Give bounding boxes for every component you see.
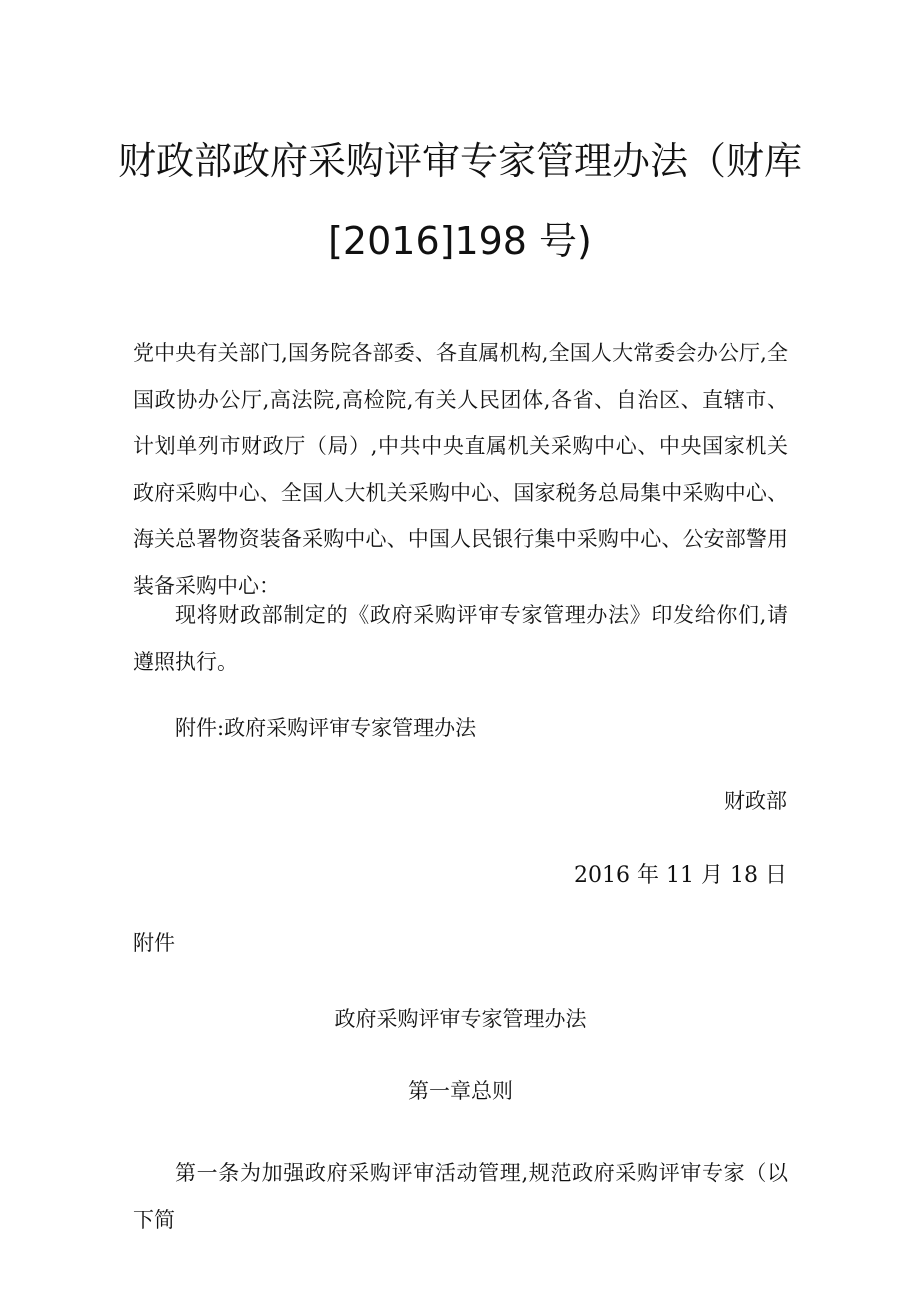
attachment-heading: 附件: [133, 931, 175, 955]
recipients-paragraph: 党中央有关部门,国务院各部委、各直属机构,全国人大常委会办公厅,全国政协办公厅,高法院,高检院,有关人民团体,各省、自治区、直辖市、计划单列市财政厅（局）,中共中央直属机关采购中心、中央国家机关政府采购中心、全国人大机关采购中心、国家税务总局集中采购中心、海关总署物资装备采购中心、中国人民银行集中采购中心、公安部警用装备采购中心：: [133, 341, 788, 598]
document-title-line-2: [2016]198 号): [328, 219, 592, 263]
chapter-heading: 第一章总则: [408, 1079, 513, 1103]
notice-paragraph: 现将财政部制定的《政府采购评审专家管理办法》印发给你们,请遵照执行。: [133, 603, 788, 674]
signer: 财政部: [724, 789, 787, 813]
article-1-paragraph: 第一条为加强政府采购评审活动管理,规范政府采购评审专家（以下简: [133, 1161, 788, 1232]
issue-date: 2016 年 11 月 18 日: [574, 863, 787, 888]
document-title-line-1: 财政部政府采购评审专家管理办法（财库: [117, 139, 802, 183]
attachment-title: 政府采购评审专家管理办法: [334, 1007, 587, 1031]
attachment-line: 附件:政府采购评审专家管理办法: [175, 716, 477, 740]
